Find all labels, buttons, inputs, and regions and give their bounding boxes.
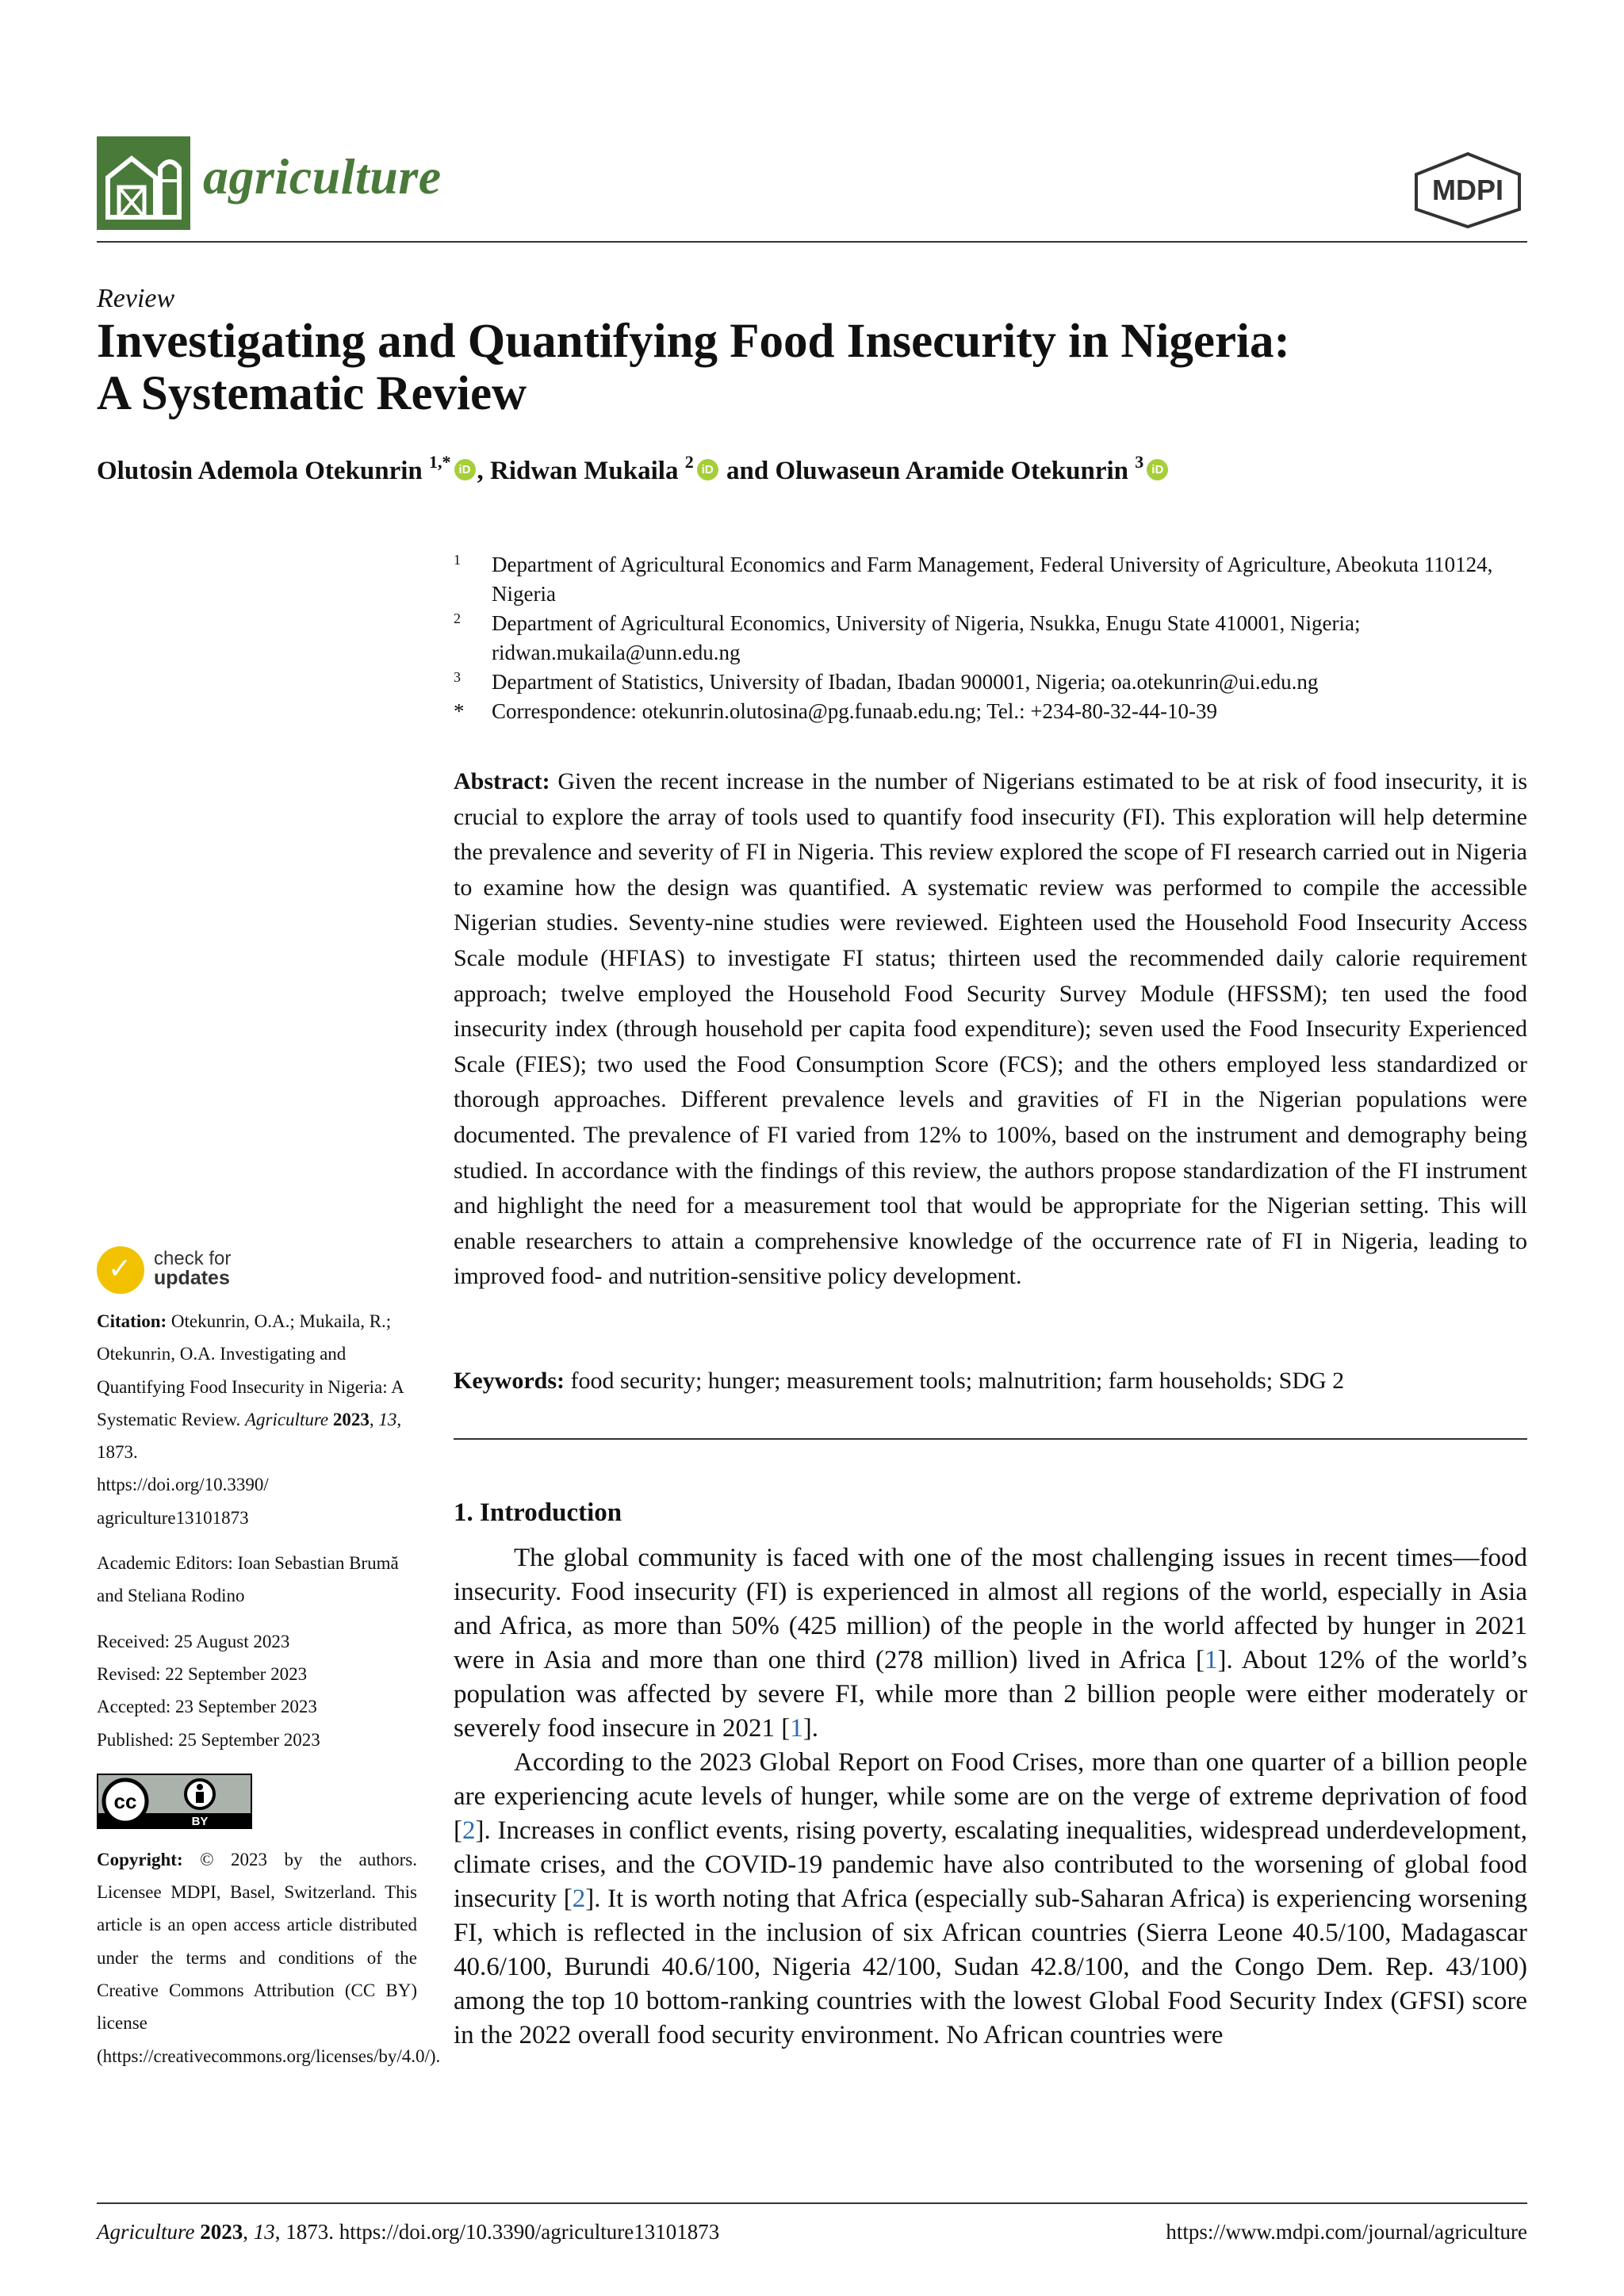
updates-label: updates bbox=[154, 1267, 230, 1289]
reference-link[interactable]: 1 bbox=[790, 1714, 803, 1743]
introduction-body bbox=[454, 1541, 1527, 2053]
reference-link[interactable]: 1 bbox=[1205, 1646, 1218, 1674]
keywords bbox=[454, 1364, 1527, 1399]
section-heading-introduction: 1. Introduction bbox=[454, 1498, 622, 1527]
affiliation-text: Correspondence: otekunrin.olutosina@pg.funaab.edu.ng; Tel.: +234-80-32-44-10-39 bbox=[492, 699, 1218, 723]
author-affiliation-mark: 3 bbox=[1135, 452, 1144, 472]
citation-pages: , 1873. bbox=[97, 1409, 402, 1463]
orcid-icon[interactable]: iD bbox=[697, 459, 718, 480]
title-line-2: A Systematic Review bbox=[97, 367, 527, 420]
paragraph-text: According to the 2023 Global Report on Food Crises, more than one quarter of a billion people are experiencing acute levels of hunger, while some are on the verge of extreme deprivation of food [ bbox=[454, 1748, 1527, 1845]
article-info-sidebar bbox=[97, 1305, 441, 2072]
affiliation-mark: 2 bbox=[454, 610, 461, 626]
orcid-icon[interactable]: iD bbox=[1147, 459, 1168, 480]
author-separator: , bbox=[477, 457, 490, 485]
citation-text: Otekunrin, O.A.; Mukaila, R.; Otekunrin, O.A. Investigating and Quantifying Food Insecurity in Nigeria: A Systematic Review. bbox=[97, 1311, 404, 1429]
reference-link[interactable]: 2 bbox=[572, 1885, 586, 1913]
footer-citation: Agriculture 2023, 13, 1873. https://doi.org/10.3390/agriculture13101873 bbox=[97, 2220, 720, 2244]
abstract bbox=[454, 764, 1527, 1295]
check-for-label: check for bbox=[154, 1248, 232, 1269]
affiliations bbox=[454, 550, 1527, 726]
copyright-label: Copyright: bbox=[97, 1849, 183, 1869]
paragraph bbox=[454, 1541, 1527, 1746]
journal-logo bbox=[97, 136, 190, 230]
paragraph-text: ]. Increases in conflict events, rising poverty, escalating inequalities, widespread underdevelopment, climate crises, and the COVID-19 pandemic have also contributed to the worsening of global food insecurity [ bbox=[454, 1816, 1527, 1913]
author-name[interactable]: Ridwan Mukaila bbox=[490, 457, 679, 485]
checkmark-icon: ✓ bbox=[97, 1246, 144, 1294]
revised-date: Revised: 22 September 2023 bbox=[97, 1663, 308, 1684]
article-title bbox=[97, 316, 1527, 420]
author-separator: and bbox=[719, 457, 776, 485]
paragraph-text: ]. bbox=[802, 1714, 819, 1743]
copyright-notice bbox=[97, 1843, 441, 2072]
svg-text:MDPI: MDPI bbox=[1432, 174, 1503, 206]
affiliation-item bbox=[454, 609, 1527, 668]
affiliation-text: Department of Statistics, University of Ibadan, Ibadan 900001, Nigeria; oa.otekunrin@ui.edu.ng bbox=[492, 670, 1319, 694]
paragraph-text: The global community is faced with one of the most challenging issues in recent times—food insecurity. Food insecurity (FI) is experienced in almost all regions of the world, especially in Asia and Africa, as more than 50% (425 million) of the people in the world affected by hunger in 2021 were in Asia and more than one third (278 million) lived in Africa [ bbox=[454, 1544, 1527, 1674]
publication-dates bbox=[97, 1625, 417, 1756]
citation: Citation: Otekunrin, O.A.; Mukaila, R.; Otekunrin, O.A. Investigating and Quantifying Food Insecurity in Nigeria: A Systematic Review. Agriculture 2023, 13, 1873. https://doi.org/10.3390/ agriculture13101873 bbox=[97, 1305, 417, 1534]
svg-text:cc: cc bbox=[113, 1789, 137, 1813]
affiliation-text: Department of Agricultural Economics, University of Nigeria, Nsukka, Enugu State 410001, Nigeria; ridwan.mukaila@unn.edu.ng bbox=[492, 611, 1361, 664]
citation-label: Citation: bbox=[97, 1311, 167, 1331]
published-date: Published: 25 September 2023 bbox=[97, 1729, 320, 1750]
copyright-text: © 2023 by the authors. Licensee MDPI, Basel, Switzerland. This article is an open access article distributed under the terms and conditions of the Creative Commons Attribution (CC BY) license (https://creativecommons.org/licenses/by/4.0/). bbox=[97, 1849, 441, 2066]
abstract-text: Given the recent increase in the number of Nigerians estimated to be at risk of food insecurity, it is crucial to explore the array of tools used to quantify food insecurity (FI). This exploration will help determine the prevalence and severity of FI in Nigeria. This review explored the scope of FI research carried out in Nigeria to examine how the design was quantified. A systematic review was performed to compile the accessible Nigerian studies. Seventy-nine studies were reviewed. Eighteen used the Household Food Insecurity Access Scale module (HFIAS) to investigate FI status; thirteen used the recommended daily calorie requirement approach; twelve employed the Household Food Security Survey Module (HFSSM); ten used the food insecurity index (through household per capita food expenditure); seven used the Food Insecurity Experienced Scale (FIES); two used the Food Consumption Score (FCS); and the others employed less standardized or thorough approaches. Different prevalence levels and gravities of FI in the Nigerian populations were documented. The prevalence of FI varied from 12% to 100%, based on the instrument and demography being studied. In accordance with the findings of this review, the authors propose standardization of the FI instrument and highlight the need for a measurement tool that would be appropriate for the Nigerian setting. This will enable researchers to attain a comprehensive knowledge of the occurrence rate of FI in Nigeria, leading to improved food- and nutrition-sensitive policy development. bbox=[454, 768, 1528, 1290]
author-name[interactable]: Olutosin Ademola Otekunrin bbox=[97, 457, 423, 485]
paragraph-text: ]. About 12% of the world’s population was affected by severe FI, while more than 2 billion people were either moderately or severely food insecure in 2021 [ bbox=[454, 1646, 1528, 1743]
title-line-1: Investigating and Quantifying Food Insecurity in Nigeria: bbox=[97, 315, 1290, 368]
author-affiliation-mark: 2 bbox=[684, 452, 694, 472]
footer-divider bbox=[97, 2202, 1527, 2204]
affiliation-mark: * bbox=[454, 699, 465, 723]
author-affiliation-mark: 1,* bbox=[429, 452, 451, 472]
barn-icon bbox=[97, 136, 190, 230]
cc-by-license-icon[interactable] bbox=[97, 1774, 252, 1829]
academic-editors: Academic Editors: Ioan Sebastian Brumă and Steliana Rodino bbox=[97, 1553, 399, 1606]
paragraph bbox=[454, 1746, 1527, 2053]
affiliation-item bbox=[454, 697, 1527, 726]
abstract-label: Abstract: bbox=[454, 768, 550, 794]
keywords-text: food security; hunger; measurement tools; malnutrition; farm households; SDG 2 bbox=[570, 1368, 1345, 1394]
affiliation-text: Department of Agricultural Economics and Farm Management, Federal University of Agriculture, Abeokuta 110124, Nigeria bbox=[492, 553, 1493, 606]
paragraph-text: ]. It is worth noting that Africa (especially sub-Saharan Africa) is experiencing worsening FI, which is reflected in the inclusion of six African countries (Sierra Leone 40.5/100, Madagascar 40.6/100, Burundi 40.6/100, Nigeria 42/100, Sudan 42.8/100, and the Congo Dem. Rep. 43/100) among the top 10 bottom-ranking countries with the lowest Global Food Security Index (GFSI) score in the 2022 overall food security environment. No African countries were bbox=[454, 1885, 1527, 2049]
citation-year: 2023 bbox=[332, 1409, 370, 1429]
mdpi-logo[interactable] bbox=[1408, 151, 1527, 230]
affiliation-item bbox=[454, 668, 1527, 697]
citation-journal: Agriculture bbox=[244, 1409, 329, 1429]
received-date: Received: 25 August 2023 bbox=[97, 1631, 290, 1651]
citation-doi-link[interactable]: https://doi.org/10.3390/ agriculture13101873 bbox=[97, 1475, 269, 1528]
footer-journal-url[interactable]: https://www.mdpi.com/journal/agriculture bbox=[1166, 2220, 1527, 2244]
journal-name[interactable]: agriculture bbox=[203, 148, 442, 205]
accepted-date: Accepted: 23 September 2023 bbox=[97, 1697, 317, 1717]
article-type: Review bbox=[97, 284, 175, 313]
citation-volume: 13 bbox=[378, 1409, 397, 1429]
abstract-divider bbox=[454, 1438, 1527, 1440]
header-divider bbox=[97, 241, 1527, 243]
keywords-label: Keywords: bbox=[454, 1368, 565, 1394]
svg-text:BY: BY bbox=[191, 1814, 209, 1828]
affiliation-mark: 1 bbox=[454, 552, 461, 568]
affiliation-item bbox=[454, 550, 1527, 609]
author-list bbox=[97, 452, 1527, 486]
orcid-icon[interactable]: iD bbox=[454, 459, 476, 480]
reference-link[interactable]: 2 bbox=[462, 1816, 476, 1845]
affiliation-mark: 3 bbox=[454, 669, 461, 685]
author-name[interactable]: Oluwaseun Aramide Otekunrin bbox=[775, 457, 1129, 485]
check-for-updates-badge[interactable] bbox=[97, 1245, 303, 1295]
